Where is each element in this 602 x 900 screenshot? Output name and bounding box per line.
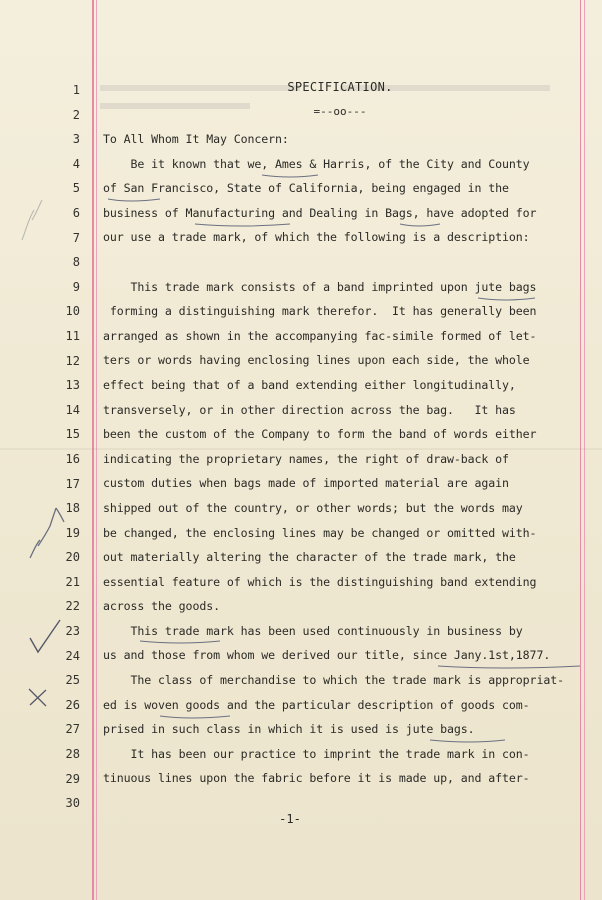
left-margin-rule-inner [96,0,97,900]
text-line: forming a distinguishing mark therefor. It has generally been [103,304,537,319]
text-line: essential feature of which is the distinguishing band extending [103,574,537,589]
text-line: indicating the proprietary names, the right of draw-back of [103,451,509,466]
text-line: This trade mark has been used continuously in business by [103,623,523,638]
line-number: 11 [65,328,80,343]
text-line: out materially altering the character of the trade mark, the [103,550,516,565]
text-line: arranged as shown in the accompanying fac-simile formed of let- [103,328,537,343]
right-margin-rule-inner [584,0,585,900]
line-number: 23 [65,624,80,639]
line-number: 6 [72,205,80,220]
line-number: 1 [72,83,80,97]
line-number: 27 [65,722,80,737]
line-number: 2 [72,107,80,122]
line-number: 15 [65,427,80,442]
line-number: 9 [72,279,80,294]
page-number: -1- [279,812,301,826]
text-line: business of Manufacturing and Dealing in Bags, have adopted for [103,205,537,220]
left-margin-rule [92,0,94,900]
faint-pencil-mark [16,190,46,250]
title-rule: =--oo--- [313,105,367,118]
text-line: To All Whom It May Concern: [103,132,289,146]
line-number: 17 [65,476,80,491]
line-number: 4 [72,156,80,171]
text-line: ters or words having enclosing lines upon each side, the whole [103,353,530,368]
line-number: 12 [65,353,80,368]
line-number: 29 [65,771,80,786]
line-number: 13 [65,378,80,393]
line-number: 21 [65,574,80,589]
text-line: been the custom of the Company to form the band of words either [103,427,537,442]
line-number: 16 [65,451,80,466]
line-number: 22 [65,599,80,614]
text-line [103,250,575,275]
text-line: tinuous lines upon the fabric before it is made up, and after- [103,771,530,786]
line-number: 30 [65,796,80,811]
text-line: It has been our practice to imprint the trade mark in con- [103,746,530,761]
text-line: Be it known that we, Ames & Harris, of the City and County [103,156,530,171]
line-number: 8 [72,255,80,270]
line-number: 14 [65,402,80,417]
line-number: 24 [65,648,80,663]
text-line: custom duties when bags made of imported material are again [103,476,509,491]
text-line: transversely, or in other direction across the bag. It has [103,402,516,417]
text-line: effect being that of a band extending either longitudinally, [103,377,516,392]
line-number: 20 [65,550,80,565]
text-line: This trade mark consists of a band imprinted upon jute bags [103,279,537,294]
text-line: ed is woven goods and the particular description of goods com- [103,697,530,712]
text-line: be changed, the enclosing lines may be changed or omitted with- [103,525,537,540]
text-line: prised in such class in which it is used is jute bags. [103,722,475,737]
line-number: 28 [65,747,80,762]
text-line: shipped out of the country, or other words; but the words may [103,500,523,515]
line-number: 7 [72,230,80,245]
text-line: our use a trade mark, of which the following is a description: [103,230,530,245]
text-line: The class of merchandise to which the trade mark is appropriat- [103,673,564,688]
line-number: 26 [65,697,80,712]
text-line: across the goods. [103,599,220,614]
text-line: of San Francisco, State of California, being engaged in the [103,181,509,196]
right-margin-rule [580,0,581,900]
line-number: 10 [65,304,80,319]
line-number: 19 [65,525,80,540]
line-number: 25 [65,673,80,688]
line-number: 5 [72,181,80,196]
document-body [103,127,575,791]
line-number: 3 [72,132,80,147]
document-title: SPECIFICATION. [287,80,393,94]
text-line: us and those from whom we derived our title, since Jany.1st,1877. [103,648,551,663]
line-number-column [44,78,80,816]
line-number: 18 [65,501,80,516]
